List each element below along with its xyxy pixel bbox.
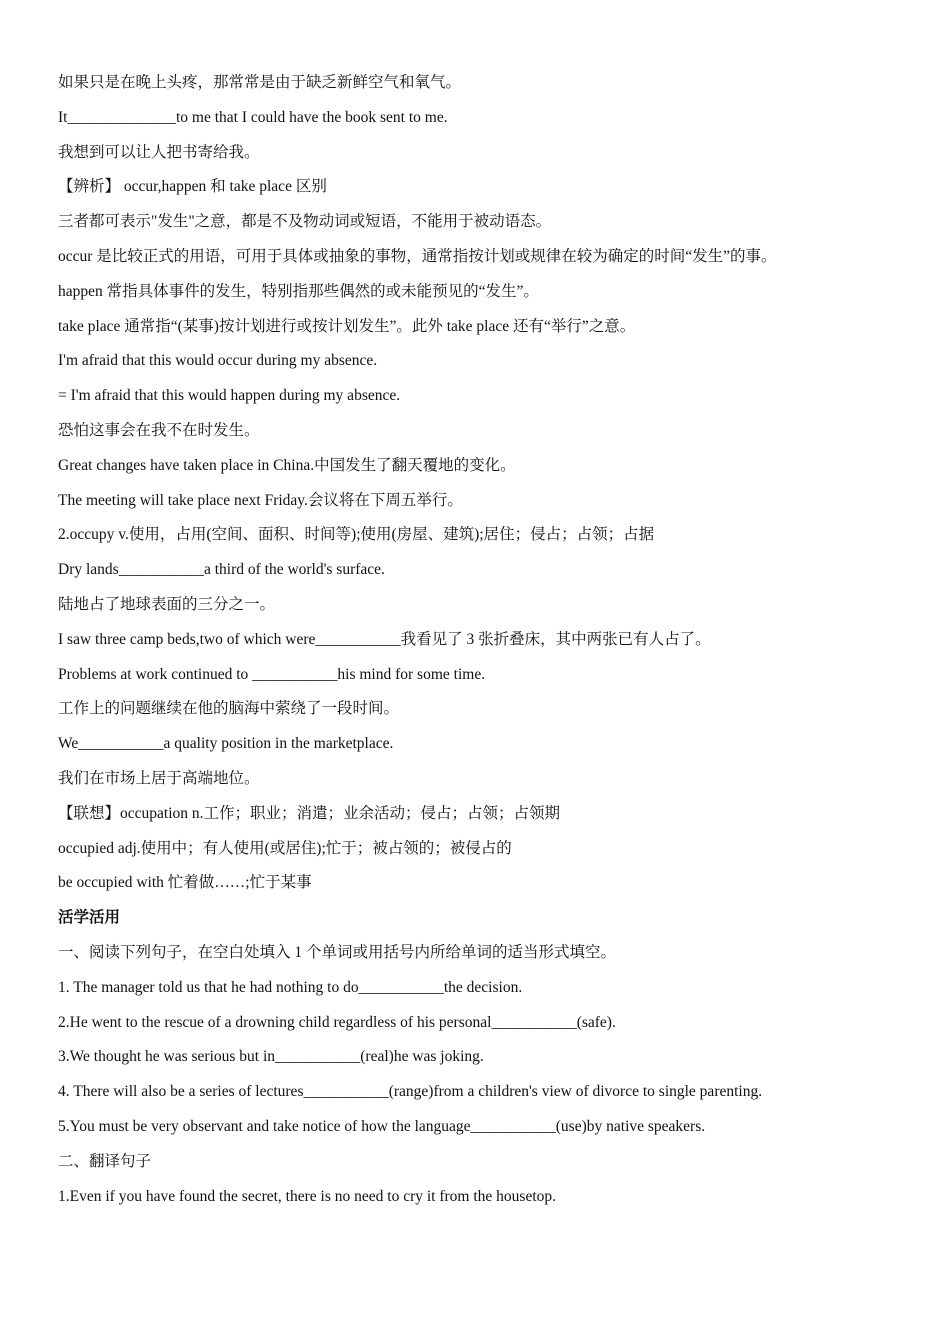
text-line: occur 是比较正式的用语，可用于具体或抽象的事物，通常指按计划或规律在较为确定的时间“发生”的事。 [58,247,777,265]
text-line: 我想到可以让人把书寄给我。 [58,143,260,161]
fill-blank-sentence: Dry lands___________a third of the world's surface. [58,561,385,579]
example-sentence: I'm afraid that this would occur during my absence. [58,352,378,370]
fill-blank-sentence: I saw three camp beds,two of which were___________我看见了 3 张折叠床，其中两张已有人占了。 [58,630,711,648]
text-line: 工作上的问题继续在他的脑海中萦绕了一段时间。 [58,700,400,718]
exercise-item: 1. The manager told us that he had nothing to do___________the decision. [58,978,523,996]
text-line: occupied adj.使用中；有人使用(或居住);忙于；被占领的；被侵占的 [58,839,512,857]
fill-blank-sentence: We___________a quality position in the marketplace. [58,735,394,753]
text-line: It______________to me that I could have the book sent to me. [58,108,448,126]
section-label-lianxiang: 【联想】occupation n.工作；职业；消遣；业余活动；侵占；占领；占领期 [58,804,561,822]
text-line: 我们在市场上居于高端地位。 [58,769,260,787]
text-line: 三者都可表示"发生"之意，都是不及物动词或短语，不能用于被动语态。 [58,213,552,231]
example-sentence: The meeting will take place next Friday.会议将在下周五举行。 [58,491,463,509]
text-line: be occupied with 忙着做……;忙于某事 [58,874,312,892]
vocab-entry-occupy: 2.occupy v.使用，占用(空间、面积、时间等);使用(房屋、建筑);居住；侵占；占领；占据 [58,526,655,544]
exercise-item: 4. There will also be a series of lectures___________(range)from a children's view of divorce to single parenting. [58,1083,763,1101]
text-line: 恐怕这事会在我不在时发生。 [58,421,260,439]
exercise-item: 3.We thought he was serious but in___________(real)he was joking. [58,1048,484,1066]
example-sentence: Great changes have taken place in China.中国发生了翻天覆地的变化。 [58,456,516,474]
text-line: 如果只是在晚上头疼，那常常是由于缺乏新鲜空气和氧气。 [58,74,462,91]
text-line: 陆地占了地球表面的三分之一。 [58,595,276,613]
exercise-item: 2.He went to the rescue of a drowning child regardless of his personal___________(safe). [58,1013,616,1031]
exercise-instruction: 一、阅读下列句子，在空白处填入 1 个单词或用括号内所给单词的适当形式填空。 [58,943,617,961]
section-heading-practice: 活学活用 [58,909,121,927]
text-line: happen 常指具体事件的发生，特别指那些偶然的或未能预见的“发生”。 [58,282,539,300]
section-label-bianxi: 【辨析】 occur,happen 和 take place 区别 [58,178,327,196]
example-sentence: = I'm afraid that this would happen during my absence. [58,387,401,405]
exercise-item: 5.You must be very observant and take notice of how the language___________(use)by native speakers. [58,1117,706,1135]
exercise-item: 1.Even if you have found the secret, there is no need to cry it from the housetop. [58,1187,557,1205]
fill-blank-sentence: Problems at work continued to ___________his mind for some time. [58,665,486,683]
text-line: take place 通常指“(某事)按计划进行或按计划发生”。此外 take place 还有“举行”之意。 [58,317,636,335]
document-body [58,66,908,1214]
exercise-instruction: 二、翻译句子 [58,1152,152,1170]
